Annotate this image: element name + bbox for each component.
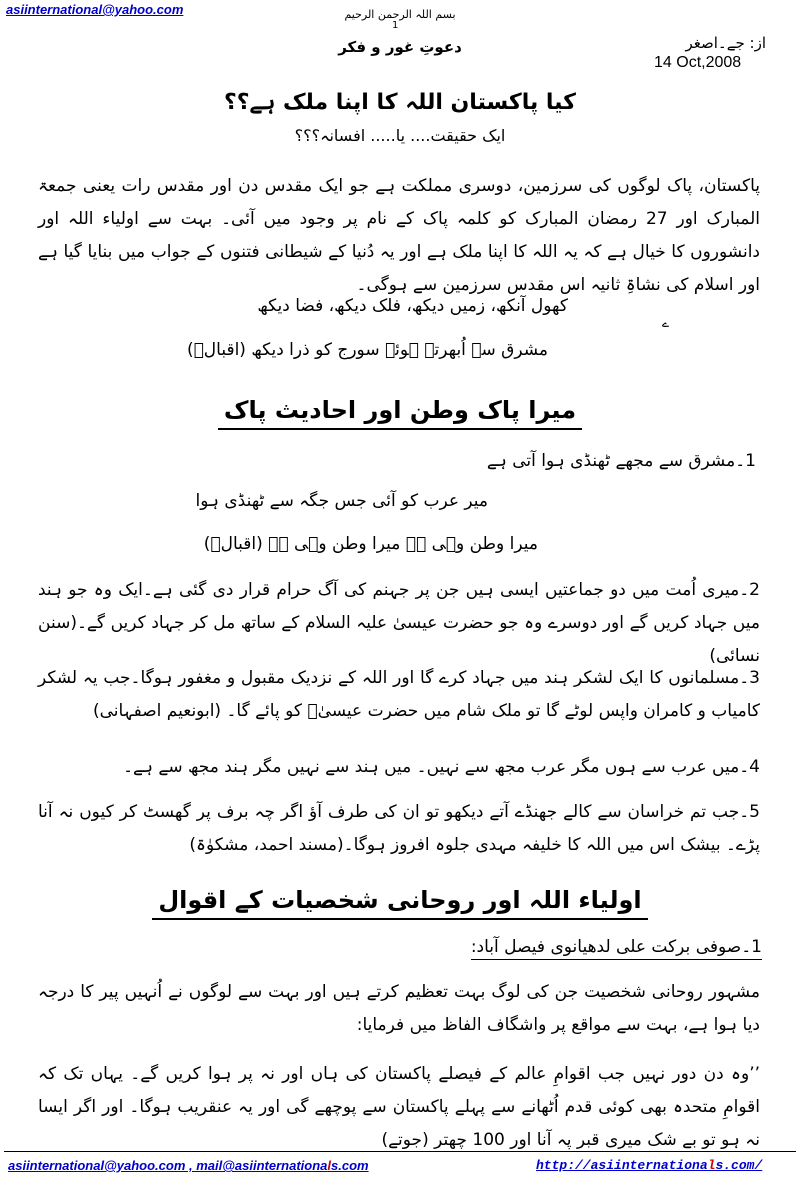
footer-email-links[interactable]	[8, 1158, 369, 1173]
header-email-link[interactable]: asiinternational@yahoo.com	[6, 2, 184, 17]
section-2-quote: ’’وہ دن دور نہیں جب اقوامِ عالم کے فیصلے پاکستان کی ہاں اور نہ پر ہوا کریں گے۔ یہاں تک کہ اقوامِ متحدہ بھی کوئی قدم اُٹھانے سے پہلے پاکستان سے پوچھے گی اور یہ عنقریب ہوگا۔ اور اگر ایسا نہ ہو تو بے شک میری قبر پہ آنا اور 100 چھتر (جوتے)	[38, 1064, 760, 1150]
intro-verse-2: مشرق سے اُبھرتے ہوئے سورج کو ذرا دیکھ (اقبالؒ)	[186, 340, 548, 360]
hadith-item-1-verse-1: میر عرب کو آئی جس جگہ سے ٹھنڈی ہوا	[195, 491, 488, 511]
footer-url-suffix: s.com/	[715, 1158, 763, 1173]
footer-rule	[4, 1151, 796, 1152]
footer-email-accent: l	[327, 1158, 331, 1173]
section-2-paragraph: مشہور روحانی شخصیت جن کی لوگ بہت تعظیم کرتے ہیں اور بہت سے لوگوں نے اُنہیں پیر کا درجہ دیا ہوا ہے، بہت سے مواقع پر واشگاف الفاظ میں فرمایا:	[38, 982, 760, 1035]
footer-website-link[interactable]	[536, 1158, 762, 1173]
stray-mark: ے	[662, 316, 670, 330]
footer-email-text: asiinternational@yahoo.com , mail@asiinternationa	[8, 1158, 328, 1173]
page-number: 1	[392, 20, 399, 31]
intro-verse-1: کھول آنکھ، زمیں دیکھ، فلک دیکھ، فضا دیکھ	[257, 296, 568, 316]
footer-url-text: http://asiinternationa	[536, 1158, 708, 1173]
hadith-item-3: 3۔مسلمانوں کا ایک لشکر ہند میں جہاد کرے گا اور اللہ کے نزدیک مقبول و مغفور ہوگا۔جب یہ لشکر کامیاب و کامران واپس لوٹے گا تو ملک شام میں حضرت عیسیٰؑ کو پائے گا۔ (ابونعیم اصفہانی)	[38, 668, 760, 721]
footer-email-suffix: s.com	[331, 1158, 369, 1173]
document-title: کیا پاکستان اللہ کا اپنا ملک ہے؟؟	[224, 90, 576, 115]
section-2-subheading: 1۔صوفی برکت علی لدھیانوی فیصل آباد:	[471, 936, 762, 960]
author-line: از: جے۔اصغر	[685, 34, 766, 52]
date-line: 14 Oct,2008	[654, 54, 742, 71]
intro-paragraph: پاکستان، پاک لوگوں کی سرزمین، دوسری مملکت ہے جو ایک مقدس دن اور مقدس رات یعنی جمعۃ المبارک اور 27 رمضان المبارک کو کلمہ پاک کے نام پر وجود میں آئی۔ بہت سے اولیاء اللہ اور دانشوروں کا خیال ہے کہ یہ اللہ کا اپنا ملک ہے اور یہ دُنیا کے شیطانی فتنوں کے جواب میں بنایا گیا ہے اور اسلام کی نشاۃِ ثانیہ اس مقدس سرزمین سے ہوگی۔	[38, 176, 761, 295]
hadith-item-1: 1۔مشرق سے مجھے ٹھنڈی ہوا آتی ہے	[486, 451, 756, 471]
section-2-heading: اولیاء اللہ اور روحانی شخصیات کے اقوال	[0, 886, 800, 914]
series-title: دعوتِ غور و فکر	[338, 38, 462, 56]
hadith-item-4: 4۔میں عرب سے ہوں مگر عرب مجھ سے نہیں۔ میں ہند سے نہیں مگر ہند مجھ سے ہے۔	[123, 757, 760, 777]
hadith-item-1-verse-2: میرا وطن وہی ہے میرا وطن وہی ہے (اقبالؒ)	[203, 534, 538, 554]
hadith-item-5: 5۔جب تم خراسان سے کالے جھنڈے آتے دیکھو تو ان کی طرف آؤ اگر چہ برف پر گھسٹ کر کیوں نہ آنا پڑے۔ بیشک اس میں اللہ کا خلیفہ مہدی جلوہ افروز ہوگا۔(مسند احمد، مشکوٰۃ)	[38, 802, 760, 855]
footer-url-accent: l	[707, 1158, 716, 1173]
document-subtitle: ایک حقیقت.... یا..... افسانہ؟؟؟	[294, 126, 506, 145]
section-1-heading: میرا پاک وطن اور احادیث پاک	[0, 396, 800, 424]
hadith-item-2: 2۔میری اُمت میں دو جماعتیں ایسی ہیں جن پر جہنم کی آگ حرام قرار دی گئی ہے۔ایک وہ جو ہند میں جہاد کریں گے اور دوسرے وہ جو حضرت عیسیٰ علیہ السلام کے ساتھ مل کر جہاد کریں گے۔(سنن نسائی)	[38, 580, 760, 666]
bismillah: بسم اللہ الرحمن الرحیم	[344, 8, 456, 21]
